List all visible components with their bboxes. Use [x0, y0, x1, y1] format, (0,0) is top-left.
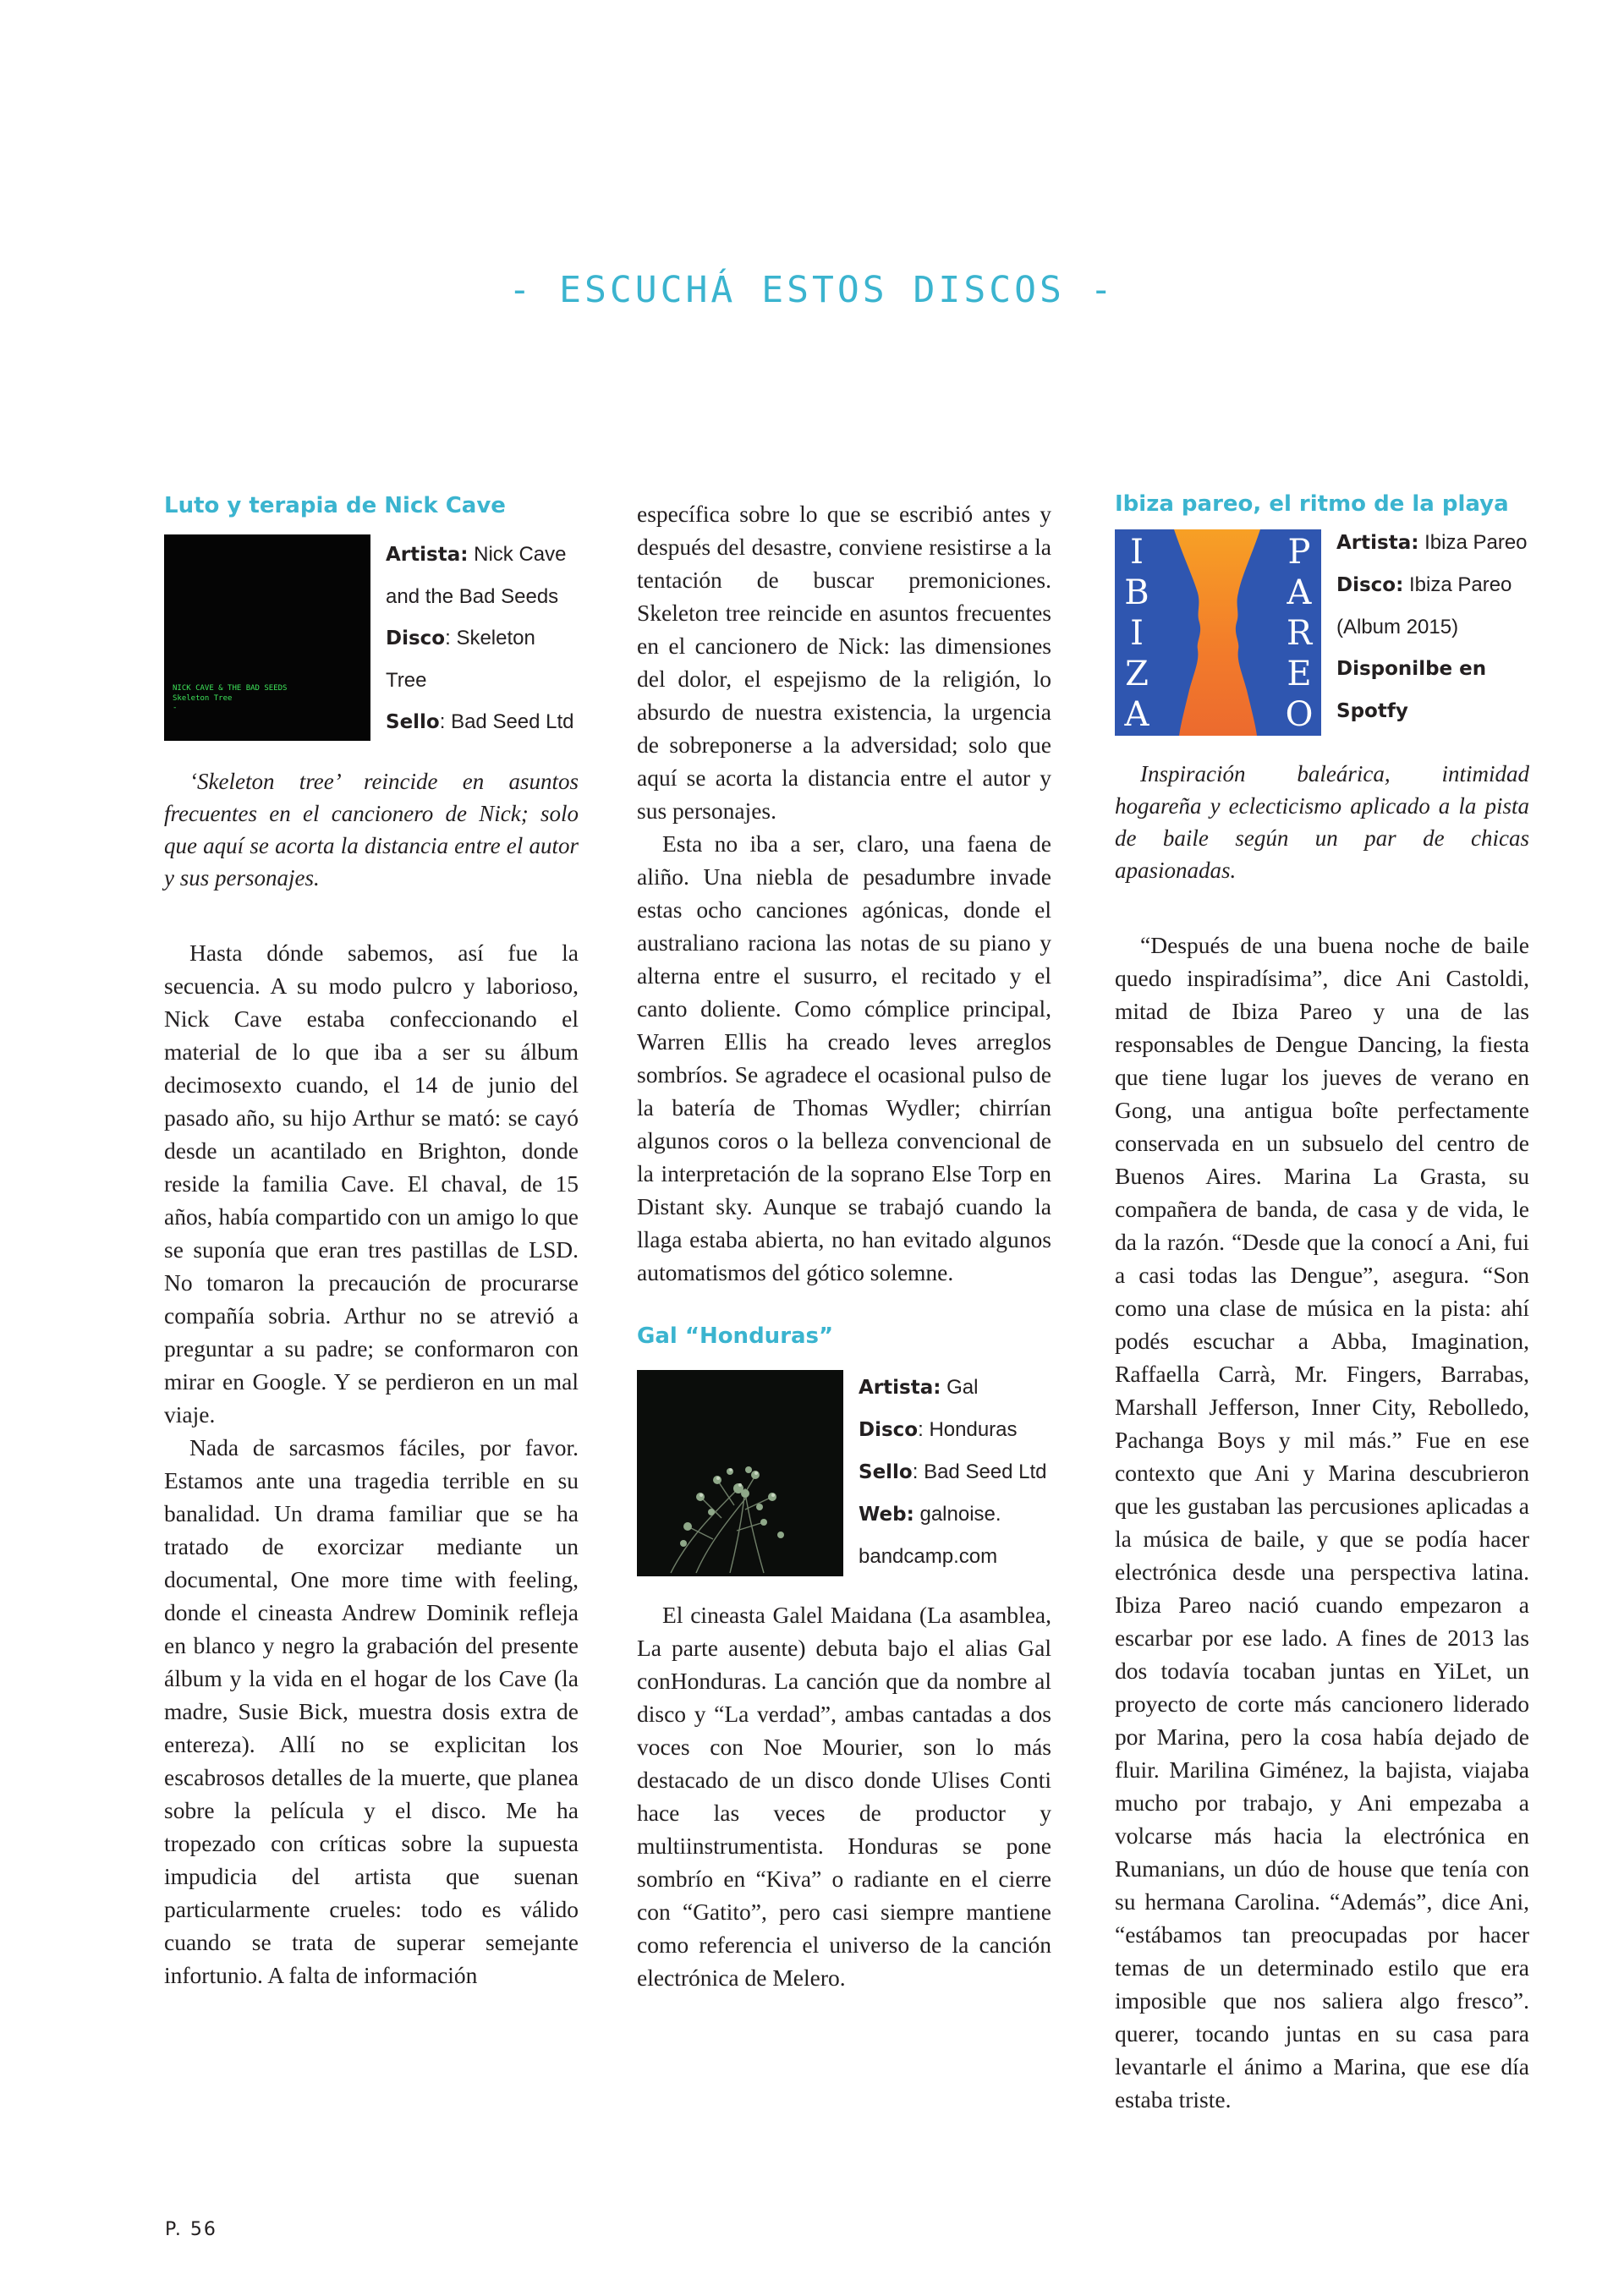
- sello-label: Sello: [386, 711, 440, 733]
- ibiza-credits: [1336, 522, 1528, 732]
- disco-label: Disco: [859, 1419, 919, 1441]
- availability-line1: Disponilbe en: [1336, 658, 1487, 680]
- web-label: Web:: [859, 1504, 914, 1526]
- cover-album-text: Skeleton Tree: [173, 694, 233, 703]
- ibiza-cover-art: [1115, 529, 1321, 736]
- nick-cave-paragraph-3: específica sobre lo que se escribió antes y después del desastre, conviene resistirse a la tentación de buscar premoniciones. Skeleton tree reincide en asuntos frecuentes en el cancionero de Nick: las dimensiones del dolor, el espejismo de la religión, lo absurdo de nuestra existencia, la urgencia de sobreponerse a la adversidad; solo que aquí se acorta la distancia entre el autor y sus personajes.: [637, 501, 1051, 824]
- gal-info-block: [637, 1370, 1051, 1580]
- artista-value: Nick Cave: [474, 543, 567, 566]
- cover-letter-right-5: O: [1285, 695, 1314, 734]
- ibiza-pareo-cover: [1115, 529, 1321, 736]
- nick-cave-info-block: [164, 534, 579, 744]
- cover-band-text: NICK CAVE & THE BAD SEEDS: [173, 684, 288, 693]
- disco-value: : Skeleton Tree: [386, 627, 535, 692]
- ibiza-title: Ibiza pareo, el ritmo de la playa: [1115, 491, 1509, 517]
- artista-value: Ibiza Pareo: [1424, 531, 1528, 554]
- gal-paragraph-1: El cineasta Galel Maidana (La asamblea, La parte ausente) debuta bajo el alias Gal conHonduras. La canción que da nombre al disco y “La verdad”, ambas cantadas a dos voces con Noe Mourier, son lo más destacado de un disco donde Ulises Conti hace las veces de productor y multiinstrumentista. Honduras se pone sombrío en “Kiva” o radiante en el cierre con “Gatito”, pero casi siempre mantiene como referencia el universo de la canción electrónica de Melero.: [637, 1602, 1051, 1991]
- column-ibiza-pareo: [1115, 489, 1529, 2116]
- gal-title: Gal “Honduras”: [637, 1323, 834, 1349]
- ibiza-paragraph-1: “Después de una buena noche de baile quedo inspiradísima”, dice Ani Castoldi, mitad de Ibiza Pareo y una de las responsables de Dengue Dancing, la fiesta que tiene lugar los jueves de verano en Gong, una antigua boîte perfectamente conservada en un subsuelo del centro de Buenos Aires. Marina La Grasta, su compañera de banda, de casa y de vida, le da la razón. “Desde que la conocí a Ani, fui a casi todas las Dengue”, asegura. “Son como una clase de música en la pista: ahí podés escuchar a Abba, Imagination, Raffaella Carrà, Mr. Fingers, Barrabas, Marshall Jefferson, Inner City, Rebolledo, Pachanga Boys y mil más.” Fue en ese contexto que Ani y Marina descubrieron que les gustaban las percusiones aplicadas a la música de baile, y que se podía hacer electrónica desde una perspectiva latina. Ibiza Pareo nació cuando empezaron a escarbar por ese lado. A fines de 2013 las dos todavía tocaban juntas en YiLet, un proyecto de corte más cancionero liderado por Marina, pero la cosa había dejado de fluir. Marilina Giménez, la bajista, viajaba mucho por trabajo, y Ani empezaba a volcarse más hacia la electrónica en Rumanians, un dúo de house que tenía con su hermana Carolina. “Además”, dice Ani, “estábamos tan preocupadas por hacer temas de un determinado estilo que era imposible que nos saliera algo fresco”. querer, tocando juntas en su casa para levantarle el ánimo a Marina, que ese día estaba triste.: [1115, 932, 1529, 2112]
- cover-letter-right-1: P: [1287, 533, 1311, 572]
- cover-letter-right-4: E: [1287, 655, 1312, 693]
- artista-value-line2: and the Bad Seeds: [386, 585, 559, 608]
- nick-cave-credits: [386, 534, 579, 743]
- nick-cave-lead: ‘Skeleton tree’ reincide en asuntos frecuentes en el cancionero de Nick; solo que aquí se acorta la distancia entre el autor y sus personajes.: [164, 769, 579, 890]
- sello-value: : Bad Seed Ltd: [439, 710, 574, 733]
- disco-value: Ibiza Pareo: [1408, 573, 1512, 596]
- cover-letter-right-3: R: [1286, 614, 1313, 653]
- disco-value: : Honduras: [918, 1418, 1018, 1441]
- cover-letter-left-3: I: [1130, 614, 1144, 653]
- cover-letter-left-1: I: [1130, 533, 1144, 572]
- cover-letter-right-2: A: [1287, 573, 1312, 612]
- skeleton-tree-cover: [164, 534, 370, 741]
- artista-value: Gal: [946, 1376, 979, 1399]
- cover-letter-left-4: Z: [1125, 655, 1149, 693]
- nick-cave-paragraph-2: Nada de sarcasmos fáciles, por favor. Estamos ante una tragedia terrible en su banalidad. Un drama familiar que se ha tratado de exorcizar mediante un documental, One more time with feeling, donde el cineasta Andrew Dominik refleja en blanco y negro la grabación del presente álbum y la vida en el hogar de los Cave (la madre, Susie Bick, muestra dosis extra de entereza). Allí no se explicitan los escabrosos detalles de la muerte, que planea sobre la película y el disco. Me ha tropezado con críticas sobre la supuesta impudicia del artista que suenan particularmente crueles: todo es válido cuando se trata de superar semejante infortunio. A falta de información: [164, 1434, 579, 1988]
- artista-label: Artista:: [386, 544, 469, 566]
- page-number: P. 56: [165, 2219, 217, 2240]
- nick-cave-title: Luto y terapia de Nick Cave: [164, 493, 506, 518]
- nick-cave-paragraph-4: Esta no iba a ser, claro, una faena de aliño. Una niebla de pesadumbre invade estas ocho canciones agónicas, donde el australiano raciona las notas de su piano y alterna entre el susurro, el recitado y el canto doliente. Como cómplice principal, Warren Ellis ha creado leves arreglos sombríos. Se agradece el ocasional pulso de la batería de Thomas Wydler; chirrían algunos coros o la belleza convencional de la interpretación de la soprano Else Torp en Distant sky. Aunque se trabajó cuando la llaga estaba abierta, no han evitado algunos automatismos del gótico solemne.: [637, 830, 1051, 1285]
- availability-line2: Spotfy: [1336, 700, 1408, 722]
- section-heading: - ESCUCHÁ ESTOS DISCOS -: [508, 269, 1116, 311]
- cover-letter-left-5: A: [1124, 695, 1149, 734]
- column-middle: [637, 497, 1051, 1994]
- gal-credits: [859, 1367, 1047, 1577]
- ibiza-lead: Inspiración baleárica, intimidad hogareña y eclecticismo aplicado a la pista de baile según un par de chicas apasionadas.: [1115, 761, 1529, 883]
- ibiza-info-block: [1115, 529, 1529, 739]
- album-year: (Album 2015): [1336, 616, 1459, 638]
- sello-label: Sello: [859, 1461, 913, 1483]
- disco-label: Disco: [386, 627, 446, 649]
- cover-mark: -: [173, 704, 178, 712]
- web-value-line2: bandcamp.com: [859, 1545, 998, 1568]
- honduras-cover: [637, 1370, 843, 1576]
- column-nick-cave: [164, 490, 579, 1992]
- sello-value: : Bad Seed Ltd: [912, 1460, 1047, 1483]
- disco-label: Disco:: [1336, 574, 1404, 596]
- cover-letter-left-2: B: [1124, 573, 1149, 612]
- artista-label: Artista:: [859, 1377, 941, 1399]
- artista-label: Artista:: [1336, 532, 1419, 554]
- web-value: galnoise.: [919, 1503, 1001, 1526]
- nick-cave-paragraph-1: Hasta dónde sabemos, así fue la secuencia. A su modo pulcro y laborioso, Nick Cave estaba confeccionando el material de lo que iba a ser su álbum decimosexto cuando, el 14 de junio del pasado año, su hijo Arthur se mató: se cayó desde un acantilado en Brighton, donde reside la familia Cave. El chaval, de 15 años, había compartido con un amigo lo que se suponía que eran tres pastillas de LSD. No tomaron la precaución de procurarse compañía sobria. Arthur no se atrevió a preguntar a su padre; se conformaron con mirar en Google. Y se perdieron en un mal viaje.: [164, 940, 579, 1427]
